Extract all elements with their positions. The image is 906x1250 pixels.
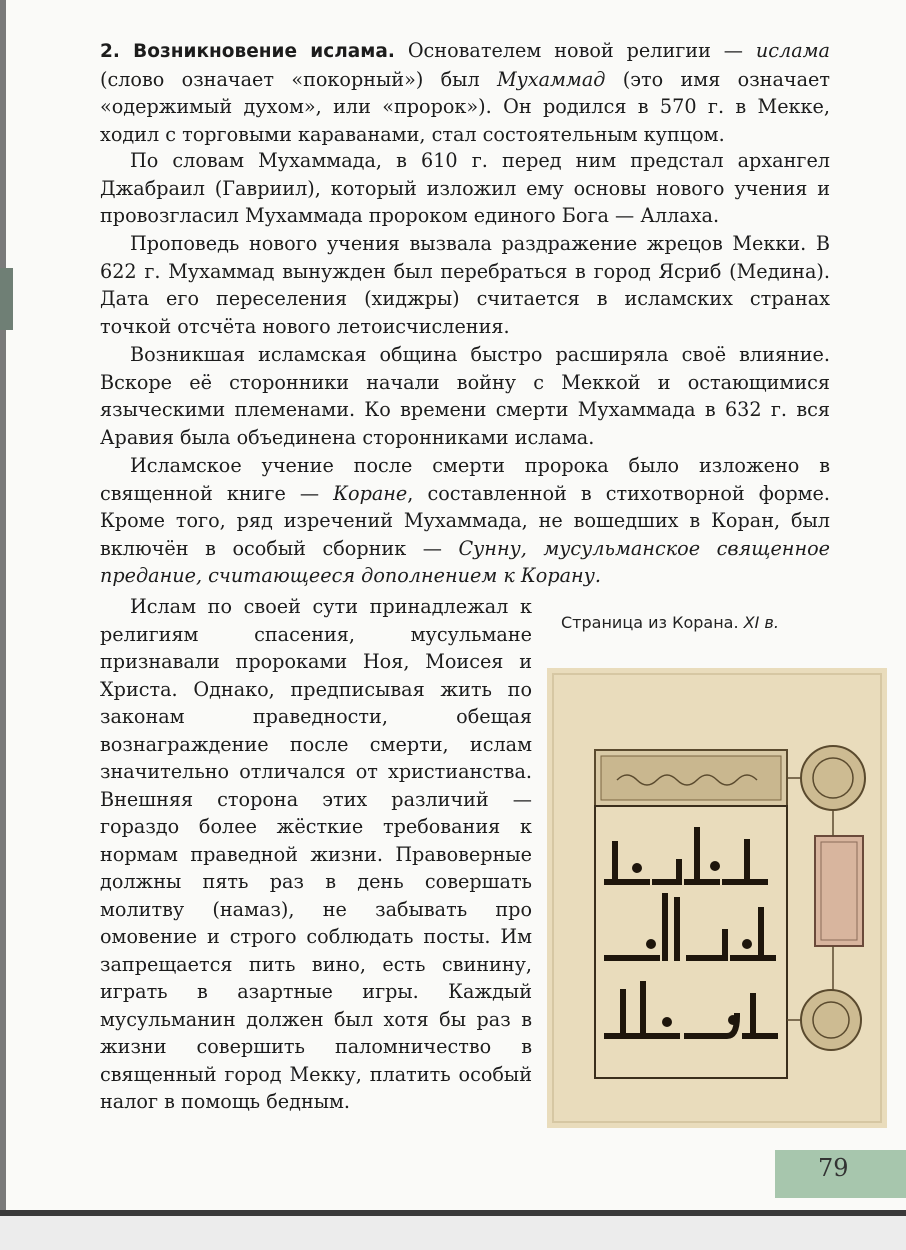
paragraph-religion-of-salvation: Ислам по своей сути принадлежал к религиям спасения, мусульмане признавали пророками Ноя, Моисея и Христа. Однако, предписывая жить по законам праведности, обещая вознаграждение после смерти, ислам значительно отличался от христианства. Внешняя сторона этих различий — гораздо более жёсткие требования к нормам праведной жизни. Правоверные должны пять раз в день совершать молитву (намаз), не забывать про омовение и строго соблюдать посты. Им запрещается пить вино, есть свинину, играть в азартные игры. Каждый мусульманин должен был хотя бы раз в жизни совершить паломничество в священный город Мекку, платить особый налог в помощь бедным. bbox=[100, 595, 532, 1113]
figure-caption: Страница из Корана. XI в. bbox=[561, 613, 779, 632]
page-number: 79 bbox=[818, 1154, 849, 1182]
page-gutter-shadow bbox=[0, 0, 6, 1250]
koran-page-illustration bbox=[547, 668, 887, 1128]
gutter-color-mark bbox=[0, 268, 13, 330]
term-koran: Коране bbox=[333, 481, 408, 505]
scan-bottom-margin bbox=[0, 1216, 906, 1250]
paragraph-koran-sunna: Исламское учение после смерти пророка было изложено в священной книге — Коране, составленной в стихотворной форме. Кроме того, ряд изречений Мухаммада, не вошедших в Коран, был включён в особый сборник — Сунну, мусульманское священное предание, считающееся дополнением к Корану. bbox=[100, 454, 831, 587]
term-muhammad: Мухаммад bbox=[496, 67, 606, 91]
paragraph-revelation: По словам Мухаммада, в 610 г. перед ним предстал архангел Джабраил (Гавриил), который изложил ему основы нового учения и провозгласил Мухаммада пророком единого Бога — Аллаха. bbox=[100, 149, 830, 227]
section-heading: 2. Возникновение ислама. bbox=[100, 41, 395, 62]
paragraph-community: Возникшая исламская община быстро расширяла своё влияние. Вскоре её сторонники начали войну с Меккой и остающимися языческими племенами. Ко времени смерти Мухаммада в 632 г. вся Аравия была объединена сторонниками ислама. bbox=[100, 343, 830, 449]
paragraph-origin-of-islam: 2. Возникновение ислама. Основателем новой религии — ислама (слово означает «покорный») был Мухаммад (это имя означает «одержимый духом», или «пророк»). Он родился в 570 г. в Мекке, ходил с торговыми караванами, стал состоятельным купцом. bbox=[100, 39, 830, 146]
paragraph-hijra: Проповедь нового учения вызвала раздражение жрецов Мекки. В 622 г. Мухаммад вынужден был перебраться в город Ясриб (Медина). Дата его переселения (хиджры) считается в исламских странах точкой отсчёта нового летоисчисления. bbox=[100, 232, 830, 338]
term-sunna: Сунну, мусульманское священное предание, считающееся дополнением к Корану. bbox=[100, 536, 830, 587]
term-islam: ислама bbox=[755, 39, 830, 62]
